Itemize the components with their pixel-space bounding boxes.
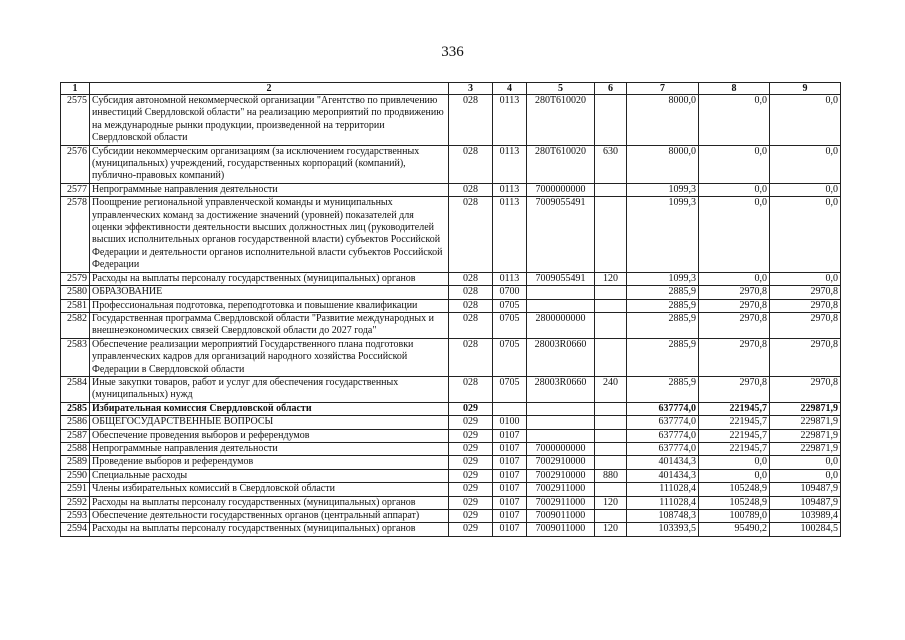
- expense-name-cell: Избирательная комиссия Свердловской области: [90, 402, 449, 415]
- ministry-code-cell: 028: [449, 286, 493, 299]
- amount-col7-cell: 2885,9: [627, 338, 699, 376]
- amount-col7-cell: 2885,9: [627, 299, 699, 312]
- amount-col8-cell: 2970,8: [699, 299, 770, 312]
- expense-name-cell: ОБЩЕГОСУДАРСТВЕННЫЕ ВОПРОСЫ: [90, 416, 449, 429]
- expense-name-cell: Специальные расходы: [90, 469, 449, 482]
- amount-col8-cell: 221945,7: [699, 402, 770, 415]
- row-number-cell: 2582: [61, 312, 90, 338]
- ministry-code-cell: 028: [449, 312, 493, 338]
- amount-col7-cell: 401434,3: [627, 456, 699, 469]
- column-header-2: 2: [90, 83, 449, 95]
- amount-col7-cell: 2885,9: [627, 312, 699, 338]
- amount-col8-cell: 0,0: [699, 197, 770, 272]
- row-number-cell: 2580: [61, 286, 90, 299]
- expense-type-code-cell: [595, 197, 627, 272]
- amount-col8-cell: 0,0: [699, 145, 770, 183]
- expense-type-code-cell: [595, 483, 627, 496]
- amount-col7-cell: 2885,9: [627, 286, 699, 299]
- target-article-code-cell: [527, 402, 595, 415]
- amount-col7-cell: 111028,4: [627, 496, 699, 509]
- amount-col7-cell: 401434,3: [627, 469, 699, 482]
- table-row: [61, 286, 841, 299]
- row-number-cell: 2575: [61, 95, 90, 146]
- target-article-code-cell: 7009055491: [527, 197, 595, 272]
- expense-name-cell: Субсидии некоммерческим организациям (за исключением государственных (муниципальных) учреждений, государственных корпораций (компаний), публично-правовых компаний): [90, 145, 449, 183]
- target-article-code-cell: 7002910000: [527, 469, 595, 482]
- table-row: [61, 338, 841, 376]
- row-number-cell: 2581: [61, 299, 90, 312]
- amount-col7-cell: 2885,9: [627, 376, 699, 402]
- expense-type-code-cell: 120: [595, 523, 627, 536]
- amount-col7-cell: 637774,0: [627, 442, 699, 455]
- target-article-code-cell: 7009011000: [527, 510, 595, 523]
- table-row: [61, 496, 841, 509]
- column-header-7: 7: [627, 83, 699, 95]
- table-row: [61, 376, 841, 402]
- ministry-code-cell: 029: [449, 442, 493, 455]
- amount-col7-cell: 8000,0: [627, 95, 699, 146]
- target-article-code-cell: 28003R0660: [527, 338, 595, 376]
- target-article-code-cell: 7002911000: [527, 483, 595, 496]
- amount-col7-cell: 637774,0: [627, 416, 699, 429]
- table-row: [61, 299, 841, 312]
- expense-name-cell: ОБРАЗОВАНИЕ: [90, 286, 449, 299]
- table-row: [61, 456, 841, 469]
- ministry-code-cell: 029: [449, 496, 493, 509]
- section-code-cell: 0705: [493, 376, 527, 402]
- amount-col8-cell: 0,0: [699, 272, 770, 285]
- amount-col8-cell: 0,0: [699, 469, 770, 482]
- amount-col9-cell: 2970,8: [770, 338, 841, 376]
- ministry-code-cell: 028: [449, 95, 493, 146]
- ministry-code-cell: 028: [449, 145, 493, 183]
- ministry-code-cell: 028: [449, 183, 493, 196]
- row-number-cell: 2589: [61, 456, 90, 469]
- row-number-cell: 2576: [61, 145, 90, 183]
- table-row: [61, 523, 841, 536]
- expense-name-cell: Непрограммные направления деятельности: [90, 183, 449, 196]
- table-row: [61, 145, 841, 183]
- expense-type-code-cell: 120: [595, 272, 627, 285]
- ministry-code-cell: 029: [449, 523, 493, 536]
- table-row: [61, 312, 841, 338]
- amount-col9-cell: 2970,8: [770, 312, 841, 338]
- ministry-code-cell: 028: [449, 197, 493, 272]
- amount-col9-cell: 2970,8: [770, 376, 841, 402]
- section-code-cell: 0705: [493, 299, 527, 312]
- table-row: [61, 197, 841, 272]
- expense-type-code-cell: [595, 510, 627, 523]
- column-header-1: 1: [61, 83, 90, 95]
- expense-name-cell: Непрограммные направления деятельности: [90, 442, 449, 455]
- ministry-code-cell: 028: [449, 338, 493, 376]
- column-header-3: 3: [449, 83, 493, 95]
- expense-type-code-cell: [595, 286, 627, 299]
- column-header-4: 4: [493, 83, 527, 95]
- expense-type-code-cell: [595, 402, 627, 415]
- column-header-5: 5: [527, 83, 595, 95]
- expense-type-code-cell: [595, 456, 627, 469]
- target-article-code-cell: [527, 416, 595, 429]
- ministry-code-cell: 029: [449, 429, 493, 442]
- expense-name-cell: Обеспечение деятельности государственных органов (центральный аппарат): [90, 510, 449, 523]
- section-code-cell: 0107: [493, 456, 527, 469]
- row-number-cell: 2591: [61, 483, 90, 496]
- amount-col8-cell: 2970,8: [699, 376, 770, 402]
- table-row: [61, 183, 841, 196]
- row-number-cell: 2592: [61, 496, 90, 509]
- section-code-cell: 0113: [493, 197, 527, 272]
- target-article-code-cell: [527, 429, 595, 442]
- amount-col8-cell: 0,0: [699, 456, 770, 469]
- row-number-cell: 2590: [61, 469, 90, 482]
- budget-table: [60, 82, 841, 537]
- target-article-code-cell: 280T610020: [527, 145, 595, 183]
- amount-col7-cell: 1099,3: [627, 197, 699, 272]
- table-row: [61, 272, 841, 285]
- section-code-cell: 0107: [493, 483, 527, 496]
- expense-type-code-cell: [595, 442, 627, 455]
- amount-col9-cell: 109487,9: [770, 496, 841, 509]
- ministry-code-cell: 029: [449, 402, 493, 415]
- row-number-cell: 2584: [61, 376, 90, 402]
- amount-col8-cell: 95490,2: [699, 523, 770, 536]
- section-code-cell: [493, 402, 527, 415]
- expense-type-code-cell: [595, 299, 627, 312]
- amount-col8-cell: 221945,7: [699, 429, 770, 442]
- ministry-code-cell: 029: [449, 483, 493, 496]
- expense-type-code-cell: [595, 416, 627, 429]
- row-number-cell: 2577: [61, 183, 90, 196]
- expense-type-code-cell: 630: [595, 145, 627, 183]
- section-code-cell: 0100: [493, 416, 527, 429]
- amount-col9-cell: 0,0: [770, 145, 841, 183]
- amount-col8-cell: 221945,7: [699, 442, 770, 455]
- amount-col8-cell: 105248,9: [699, 483, 770, 496]
- ministry-code-cell: 029: [449, 469, 493, 482]
- section-code-cell: 0107: [493, 429, 527, 442]
- amount-col9-cell: 0,0: [770, 183, 841, 196]
- row-number-cell: 2588: [61, 442, 90, 455]
- row-number-cell: 2579: [61, 272, 90, 285]
- target-article-code-cell: 7000000000: [527, 183, 595, 196]
- table-body: [61, 95, 841, 537]
- section-code-cell: 0107: [493, 523, 527, 536]
- section-code-cell: 0107: [493, 510, 527, 523]
- amount-col9-cell: 0,0: [770, 456, 841, 469]
- section-code-cell: 0107: [493, 496, 527, 509]
- expense-type-code-cell: [595, 312, 627, 338]
- table-row: [61, 416, 841, 429]
- expense-name-cell: Расходы на выплаты персоналу государственных (муниципальных) органов: [90, 496, 449, 509]
- section-code-cell: 0700: [493, 286, 527, 299]
- section-code-cell: 0113: [493, 272, 527, 285]
- amount-col7-cell: 103393,5: [627, 523, 699, 536]
- column-header-9: 9: [770, 83, 841, 95]
- amount-col9-cell: 229871,9: [770, 442, 841, 455]
- amount-col8-cell: 100789,0: [699, 510, 770, 523]
- amount-col8-cell: 2970,8: [699, 286, 770, 299]
- target-article-code-cell: [527, 299, 595, 312]
- row-number-cell: 2585: [61, 402, 90, 415]
- section-code-cell: 0107: [493, 442, 527, 455]
- target-article-code-cell: 7002910000: [527, 456, 595, 469]
- target-article-code-cell: 28003R0660: [527, 376, 595, 402]
- row-number-cell: 2593: [61, 510, 90, 523]
- target-article-code-cell: 7009055491: [527, 272, 595, 285]
- expense-name-cell: Расходы на выплаты персоналу государственных (муниципальных) органов: [90, 523, 449, 536]
- expense-type-code-cell: 880: [595, 469, 627, 482]
- amount-col9-cell: 0,0: [770, 95, 841, 146]
- amount-col8-cell: 221945,7: [699, 416, 770, 429]
- amount-col7-cell: 108748,3: [627, 510, 699, 523]
- amount-col8-cell: 0,0: [699, 183, 770, 196]
- table-row: [61, 442, 841, 455]
- amount-col7-cell: 111028,4: [627, 483, 699, 496]
- amount-col9-cell: 103989,4: [770, 510, 841, 523]
- section-code-cell: 0113: [493, 145, 527, 183]
- expense-name-cell: Расходы на выплаты персоналу государственных (муниципальных) органов: [90, 272, 449, 285]
- expense-type-code-cell: 240: [595, 376, 627, 402]
- row-number-cell: 2587: [61, 429, 90, 442]
- target-article-code-cell: 280T610020: [527, 95, 595, 146]
- target-article-code-cell: 7002911000: [527, 496, 595, 509]
- expense-name-cell: Профессиональная подготовка, переподготовка и повышение квалификации: [90, 299, 449, 312]
- expense-type-code-cell: 120: [595, 496, 627, 509]
- expense-type-code-cell: [595, 183, 627, 196]
- amount-col7-cell: 637774,0: [627, 402, 699, 415]
- expense-type-code-cell: [595, 95, 627, 146]
- table-row: [61, 483, 841, 496]
- section-code-cell: 0705: [493, 312, 527, 338]
- table-row: [61, 402, 841, 415]
- expense-name-cell: Обеспечение проведения выборов и референдумов: [90, 429, 449, 442]
- table-row: [61, 429, 841, 442]
- expense-name-cell: Иные закупки товаров, работ и услуг для обеспечения государственных (муниципальных) нужд: [90, 376, 449, 402]
- section-code-cell: 0113: [493, 95, 527, 146]
- expense-name-cell: Обеспечение реализации мероприятий Государственного плана подготовки управленческих кадров для организаций народного хозяйства Российской Федерации в Свердловской области: [90, 338, 449, 376]
- amount-col7-cell: 8000,0: [627, 145, 699, 183]
- page-number: 336: [441, 44, 464, 60]
- table-row: [61, 95, 841, 146]
- section-code-cell: 0113: [493, 183, 527, 196]
- section-code-cell: 0107: [493, 469, 527, 482]
- amount-col7-cell: 1099,3: [627, 272, 699, 285]
- expense-type-code-cell: [595, 429, 627, 442]
- row-number-cell: 2594: [61, 523, 90, 536]
- expense-name-cell: Субсидия автономной некоммерческой организации "Агентство по привлечению инвестиций Свердловской области" на реализацию мероприятий по продвижению на международные рынки продукции, произведенной на территории Свердловской области: [90, 95, 449, 146]
- amount-col9-cell: 2970,8: [770, 286, 841, 299]
- target-article-code-cell: 7009011000: [527, 523, 595, 536]
- column-header-8: 8: [699, 83, 770, 95]
- ministry-code-cell: 029: [449, 416, 493, 429]
- ministry-code-cell: 029: [449, 510, 493, 523]
- expense-name-cell: Государственная программа Свердловской области "Развитие международных и внешнеэкономических связей Свердловской области до 2027 года": [90, 312, 449, 338]
- ministry-code-cell: 028: [449, 272, 493, 285]
- amount-col9-cell: 100284,5: [770, 523, 841, 536]
- amount-col9-cell: 2970,8: [770, 299, 841, 312]
- amount-col8-cell: 105248,9: [699, 496, 770, 509]
- table-row: [61, 510, 841, 523]
- amount-col7-cell: 637774,0: [627, 429, 699, 442]
- column-header-6: 6: [595, 83, 627, 95]
- ministry-code-cell: 029: [449, 456, 493, 469]
- amount-col8-cell: 0,0: [699, 95, 770, 146]
- amount-col9-cell: 109487,9: [770, 483, 841, 496]
- amount-col7-cell: 1099,3: [627, 183, 699, 196]
- amount-col9-cell: 0,0: [770, 469, 841, 482]
- expense-name-cell: Поощрение региональной управленческой команды и муниципальных управленческих команд за достижение значений (уровней) показателей для оценки эффективности деятельности высших должностных лиц (руководителей высших исполнительных органов государственной власти) субъектов Российской Федерации и деятельности органов исполнительной власти субъектов Российской Федерации: [90, 197, 449, 272]
- table-row: [61, 469, 841, 482]
- target-article-code-cell: 2800000000: [527, 312, 595, 338]
- expense-name-cell: Проведение выборов и референдумов: [90, 456, 449, 469]
- table-header-row: [61, 83, 841, 95]
- expense-name-cell: Члены избирательных комиссий в Свердловской области: [90, 483, 449, 496]
- section-code-cell: 0705: [493, 338, 527, 376]
- amount-col8-cell: 2970,8: [699, 338, 770, 376]
- row-number-cell: 2578: [61, 197, 90, 272]
- target-article-code-cell: 7000000000: [527, 442, 595, 455]
- ministry-code-cell: 028: [449, 376, 493, 402]
- amount-col9-cell: 0,0: [770, 197, 841, 272]
- expense-type-code-cell: [595, 338, 627, 376]
- amount-col8-cell: 2970,8: [699, 312, 770, 338]
- target-article-code-cell: [527, 286, 595, 299]
- amount-col9-cell: 229871,9: [770, 416, 841, 429]
- amount-col9-cell: 0,0: [770, 272, 841, 285]
- row-number-cell: 2586: [61, 416, 90, 429]
- amount-col9-cell: 229871,9: [770, 429, 841, 442]
- amount-col9-cell: 229871,9: [770, 402, 841, 415]
- ministry-code-cell: 028: [449, 299, 493, 312]
- row-number-cell: 2583: [61, 338, 90, 376]
